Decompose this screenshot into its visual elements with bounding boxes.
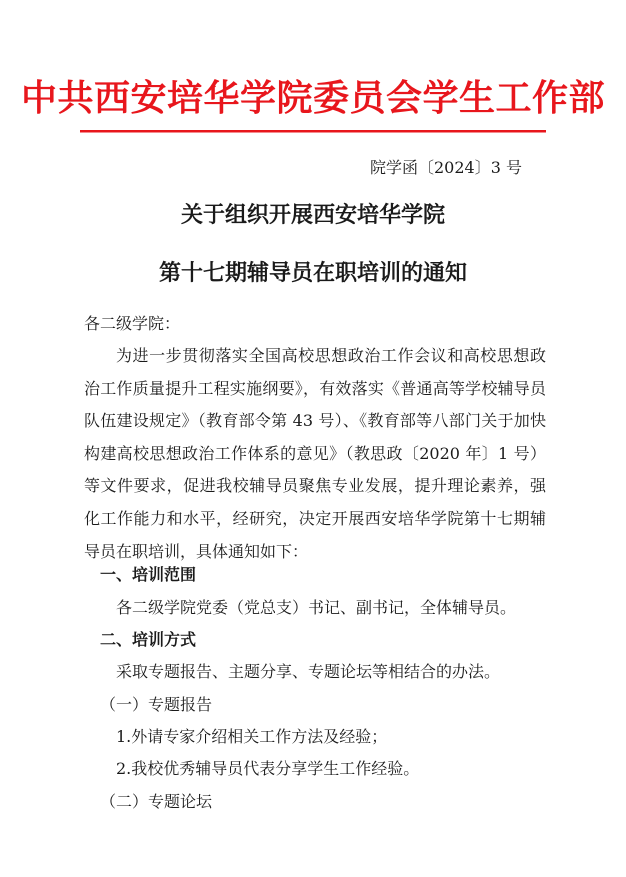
subsection-1-heading: （一）专题报告 xyxy=(100,695,213,714)
subsection-2-heading: （二）专题论坛 xyxy=(100,792,213,811)
org-header-title: 中共西安培华学院委员会学生工作部 xyxy=(20,77,605,119)
section-1-body: 各二级学院党委（党总支）书记、副书记，全体辅导员。 xyxy=(116,598,517,617)
document-number: 院学函〔2024〕3 号 xyxy=(370,158,522,177)
section-2-body: 采取专题报告、主题分享、专题论坛等相结合的办法。 xyxy=(116,662,501,681)
salutation: 各二级学院： xyxy=(84,314,181,333)
section-2-heading: 二、培训方式 xyxy=(100,630,197,649)
list-item-2: 2.我校优秀辅导员代表分享学生工作经验。 xyxy=(116,759,420,778)
list-item-1: 1.外请专家介绍相关工作方法及经验； xyxy=(116,727,388,746)
notice-title-line-1: 关于组织开展西安培华学院 xyxy=(180,202,445,228)
section-1-heading: 一、培训范围 xyxy=(100,565,197,584)
header-red-rule xyxy=(80,130,546,134)
notice-title-line-2: 第十七期辅导员在职培训的通知 xyxy=(158,260,467,286)
intro-paragraph: 为进一步贯彻落实全国高校思想政治工作会议和高校思想政治工作质量提升工程实施纲要》，有效落实《普通高等学校辅导员队伍建设规定》（教育部令第 43 号）、《教育部等八部门关于加快构建高校思想政治工作体系的意见》（教思政〔2020 年〕1 号）等文件要求，促进我校辅导员聚焦专业发展，提升理论素养，强化工作能力和水平，经研究，决定开展西安培华学院第十七期辅导员在职培训，具体通知如下： xyxy=(84,346,546,561)
